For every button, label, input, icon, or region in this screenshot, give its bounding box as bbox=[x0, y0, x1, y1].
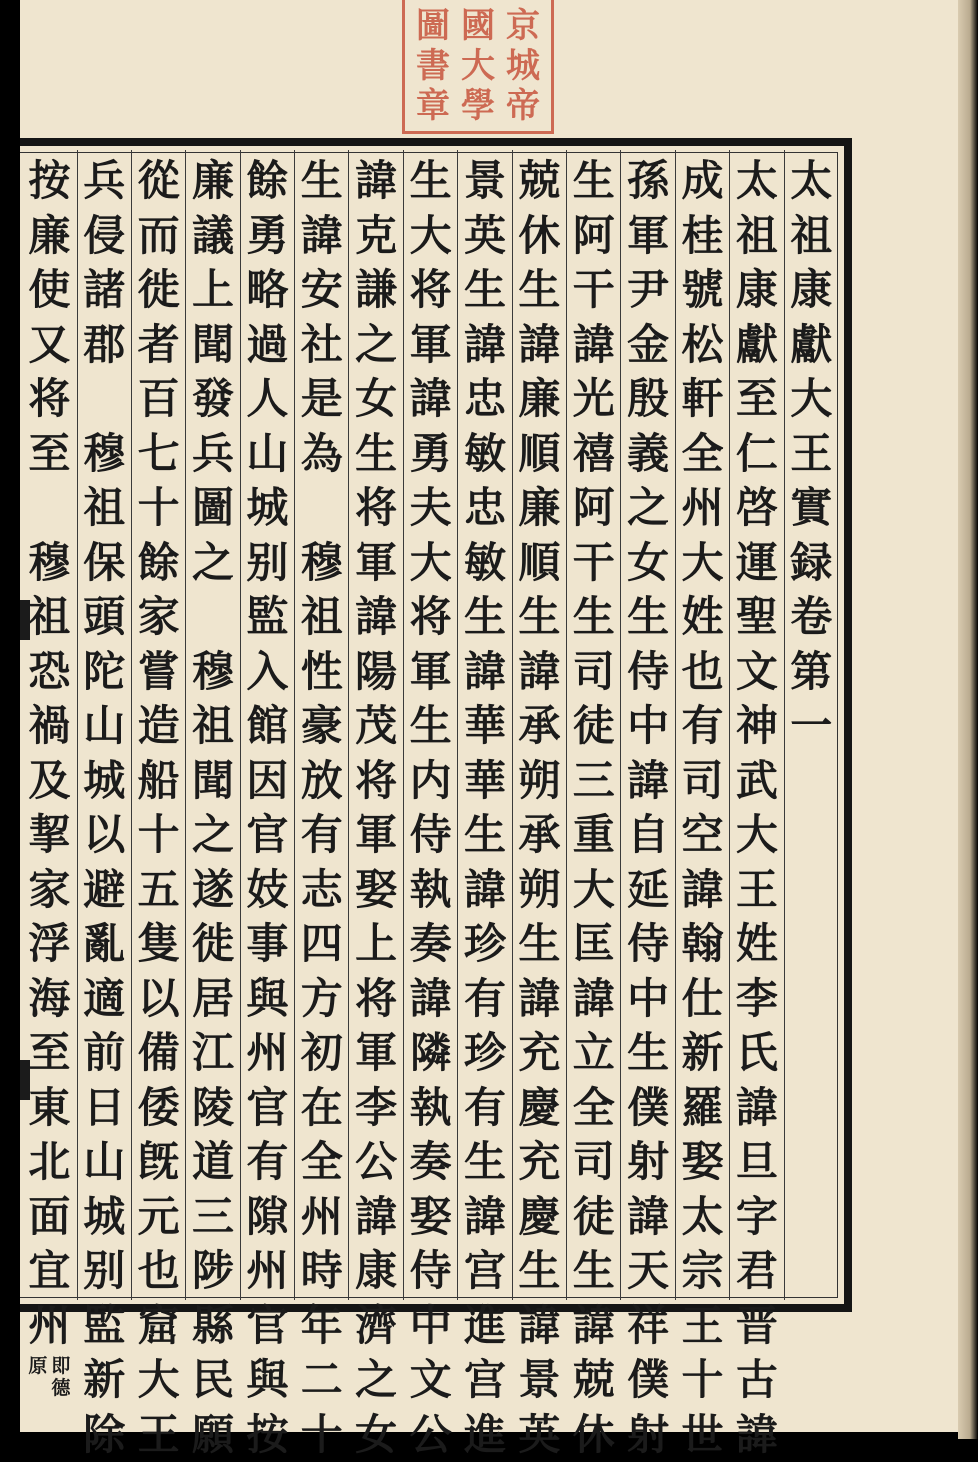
page-edge bbox=[958, 0, 978, 1439]
seal-column: 圖 書 章 bbox=[416, 5, 450, 126]
text-column: 成 桂 號 松 軒 全 州 大 姓 也 有 司 空 諱 翰 仕 新 羅 娶 太 宗 王 十 世 bbox=[675, 150, 729, 1300]
text-column: 景 英 生 諱 忠 敏 忠 敏 生 諱 華 華 生 諱 珍 有 珍 有 生 諱 宫 進 宫 進 bbox=[457, 150, 511, 1300]
text-column: 孫 軍 尹 金 殷 義 之 女 生 侍 中 諱 自 延 侍 中 生 僕 射 諱 天 祥 僕 射 bbox=[620, 150, 674, 1300]
seal-column: 國 大 學 bbox=[461, 5, 495, 126]
text-column: 生 諱 安 社 是 為 穆 祖 性 豪 放 有 志 四 方 初 在 全 州 時 年 二 十 bbox=[294, 150, 348, 1300]
text-column: 按 廉 使 又 将 至 穆 祖 恐 禍 及 挈 家 浮 海 至 東 北 面 宜 州 即 德 原 bbox=[28, 156, 71, 1399]
text-columns bbox=[22, 150, 838, 1459]
seal-column: 京 城 帝 bbox=[506, 5, 540, 126]
text-column: 廉 議 上 聞 發 兵 圖 之 穆 祖 聞 之 遂 徙 居 江 陵 道 三 陟 縣 民 願 bbox=[185, 150, 239, 1300]
interlinear-note: 即 德 原 bbox=[28, 1355, 71, 1399]
title-column: 太 祖 康 獻 大 王 實 録 卷 第 一 bbox=[784, 150, 838, 1300]
text-column: 餘 勇 略 過 人 山 城 别 監 入 館 因 官 妓 事 與 州 官 有 隙 州 官 與 按 bbox=[240, 150, 294, 1300]
text-column: 生 阿 干 諱 光 禧 阿 干 生 司 徒 三 重 大 匡 諱 立 全 司 徒 生 諱 兢 休 bbox=[566, 150, 620, 1300]
text-column: 生 大 将 軍 諱 勇 夫 大 将 軍 生 内 侍 執 奏 諱 隣 執 奏 娶 侍 中 文 公 bbox=[403, 150, 457, 1300]
text-column: 太 祖 康 獻 至 仁 啓 運 聖 文 神 武 大 王 姓 李 氏 諱 旦 字 君 晋 古 諱 bbox=[729, 150, 783, 1300]
text-column: 從 而 徙 者 百 七 十 餘 家 嘗 造 船 十 五 隻 以 備 倭 旣 元 也 窟 大 王 bbox=[131, 150, 185, 1300]
text-column: 兵 侵 諸 郡 穆 祖 保 頭 陀 山 城 以 避 亂 適 前 日 山 城 别 監 新 除 bbox=[77, 150, 131, 1300]
library-seal-stamp bbox=[402, 0, 554, 134]
text-column: 兢 休 生 諱 廉 順 廉 順 生 諱 承 朔 承 朔 生 諱 充 慶 充 慶 生 諱 景 英 bbox=[512, 150, 566, 1300]
text-column: 諱 克 謙 之 女 生 将 軍 諱 陽 茂 将 軍 娶 上 将 軍 李 公 諱 康 濟 之 女 bbox=[348, 150, 402, 1300]
